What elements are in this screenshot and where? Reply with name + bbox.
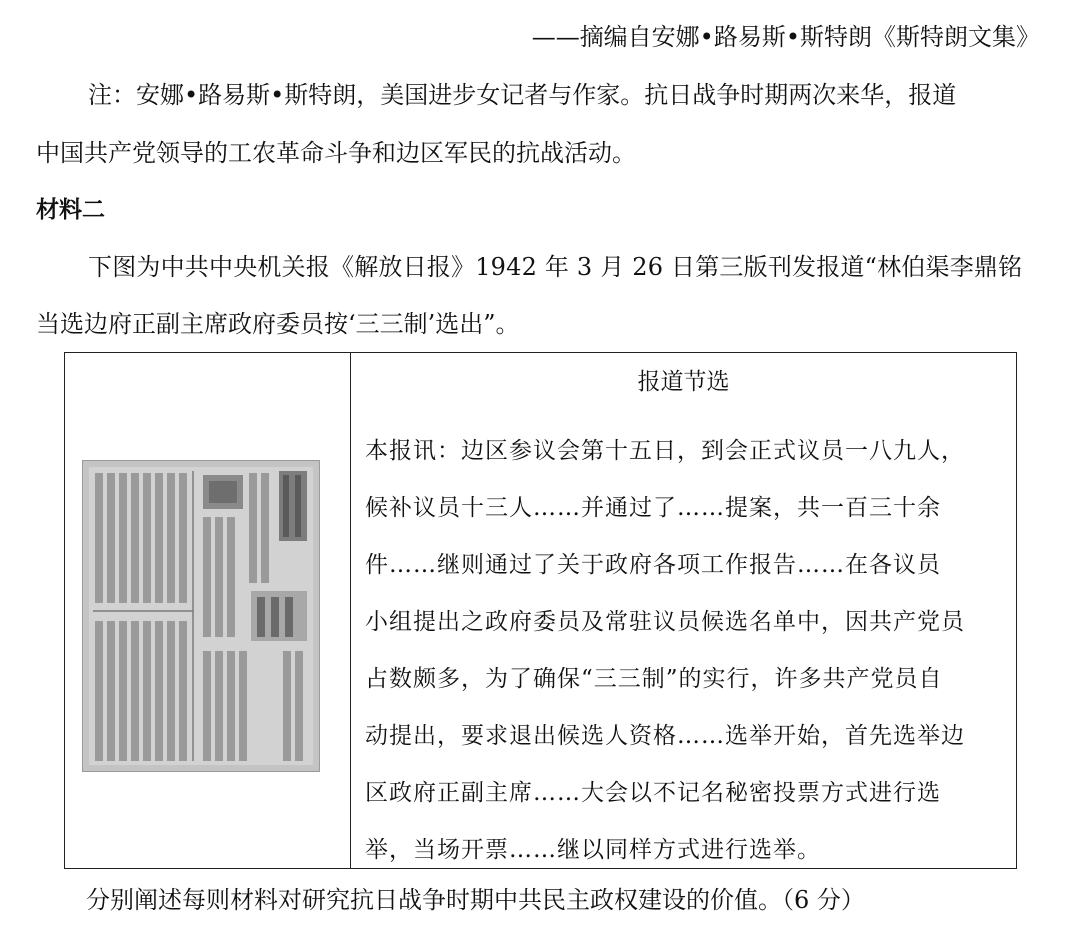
intro-line-1: 下图为中共中央机关报《解放日报》1942 年 3 月 26 日第三版刊发报道“林伯渠李鼎铭 (88, 253, 1023, 281)
note-line-2: 中国共产党领导的工农革命斗争和边区军民的抗战活动。 (36, 139, 636, 167)
excerpt-line: 区政府正副主席……大会以不记名秘密投票方式进行选 (365, 780, 941, 806)
excerpt-body (365, 423, 1005, 879)
excerpt-line: 小组提出之政府委员及常驻议员候选名单中，因共产党员 (365, 609, 965, 635)
excerpt-title: 报道节选 (637, 369, 730, 395)
text-cell (351, 353, 1016, 868)
photo-cell (65, 353, 351, 868)
material-heading: 材料二 (36, 197, 105, 223)
question-text: 分别阐述每则材料对研究抗日战争时期中共民主政权建设的价值。（6 分） (86, 886, 865, 914)
excerpt-line: 举，当场开票……继以同样方式进行选举。 (365, 837, 821, 863)
excerpt-line: 占数颇多，为了确保“三三制”的实行，许多共产党员自 (365, 666, 943, 692)
source-citation: ——摘编自安娜•路易斯•斯特朗《斯特朗文集》 (531, 23, 1040, 51)
intro-line-2: 当选边府正副主席政府委员按‘三三制’选出”。 (36, 310, 520, 338)
newspaper-photo (82, 460, 320, 772)
excerpt-table (64, 352, 1017, 869)
note-line-1: 注：安娜•路易斯•斯特朗，美国进步女记者与作家。抗日战争时期两次来华，报道 (88, 81, 957, 109)
excerpt-line: 件……继则通过了关于政府各项工作报告……在各议员 (365, 552, 941, 578)
newspaper-image-icon (83, 461, 319, 771)
excerpt-line: 候补议员十三人……并通过了……提案，共一百三十余 (365, 495, 941, 521)
excerpt-line: 动提出，要求退出候选人资格……选举开始，首先选举边 (365, 723, 965, 749)
excerpt-line: 本报讯：边区参议会第十五日，到会正式议员一八九人， (365, 438, 965, 464)
